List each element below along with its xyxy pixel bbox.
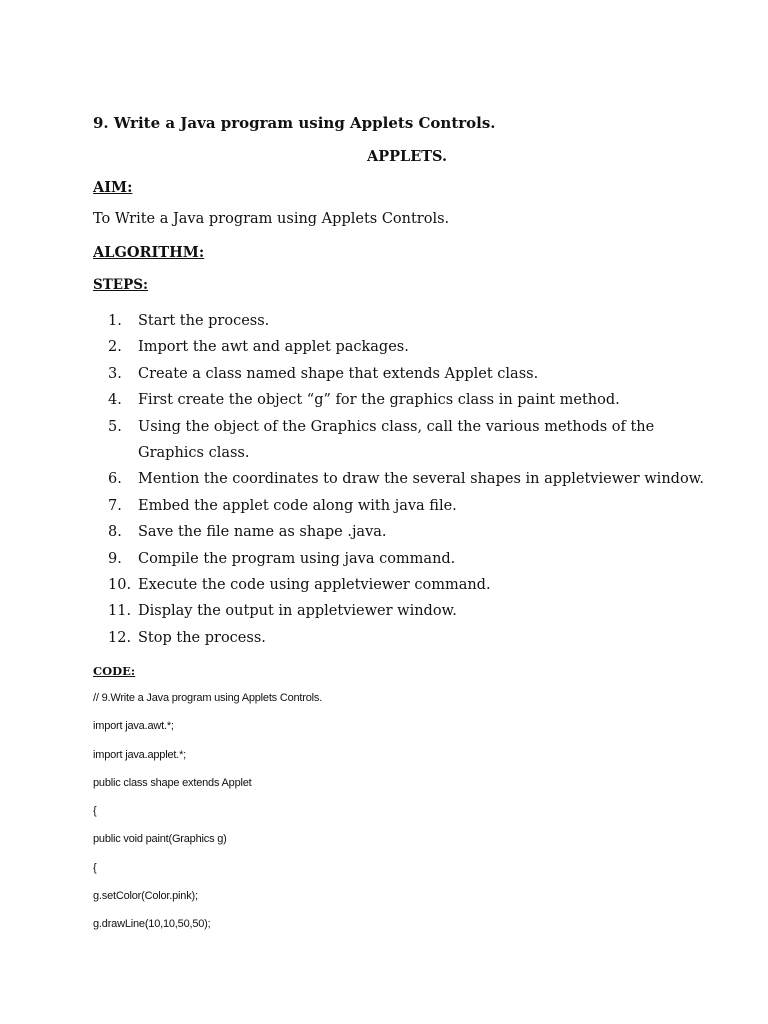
step-text: First create the object “g” for the graphics class in paint method. <box>138 392 620 409</box>
code-line: public void paint(Graphics g) <box>93 833 227 846</box>
step-item <box>108 572 704 598</box>
step-number: 10. <box>108 577 132 594</box>
step-item <box>108 546 704 572</box>
step-number: 11. <box>108 603 132 620</box>
step-text: Display the output in appletviewer window. <box>138 603 457 620</box>
step-item <box>108 361 704 387</box>
algorithm-heading: ALGORITHM: <box>93 244 205 261</box>
step-number: 12. <box>108 629 132 646</box>
step-text: Execute the code using appletviewer command. <box>138 577 491 594</box>
step-text: Embed the applet code along with java file. <box>138 497 457 514</box>
step-text: Mention the coordinates to draw the several shapes in appletviewer window. <box>138 471 704 488</box>
steps-heading: STEPS: <box>93 277 148 293</box>
code-line: g.drawLine(10,10,50,50); <box>93 918 211 931</box>
step-number: 9. <box>108 550 122 567</box>
code-line: { <box>93 861 97 874</box>
code-line: import java.applet.*; <box>93 748 187 761</box>
step-number: 8. <box>108 524 122 541</box>
step-item <box>108 493 704 519</box>
code-block <box>93 690 322 945</box>
step-text: Start the process. <box>138 313 270 329</box>
step-number: 3. <box>108 365 122 382</box>
step-item <box>108 625 704 651</box>
code-line: public class shape extends Applet <box>93 776 252 789</box>
step-number: 7. <box>108 497 122 514</box>
step-number: 5. <box>108 418 122 435</box>
step-number: 1. <box>108 313 122 329</box>
step-number: 2. <box>108 339 122 356</box>
step-text: Import the awt and applet packages. <box>138 339 409 356</box>
step-item <box>108 334 704 360</box>
steps-list <box>108 308 704 651</box>
program-title: 9. Write a Java program using Applets Controls. <box>93 114 496 132</box>
step-text: Using the object of the Graphics class, call the various methods of the <box>138 418 655 435</box>
step-item <box>108 466 704 492</box>
code-heading: CODE: <box>93 664 136 678</box>
code-line: g.setColor(Color.pink); <box>93 890 198 903</box>
code-line: { <box>93 805 97 818</box>
code-line: import java.awt.*; <box>93 720 174 733</box>
step-item <box>108 308 704 334</box>
aim-text: To Write a Java program using Applets Controls. <box>93 211 450 227</box>
step-number: 6. <box>108 471 122 488</box>
step-item <box>108 598 704 624</box>
step-text: Stop the process. <box>138 629 266 646</box>
step-text: Compile the program using java command. <box>138 550 456 567</box>
code-line: // 9.Write a Java program using Applets Controls. <box>93 692 323 704</box>
aim-heading: AIM: <box>93 179 133 196</box>
step-item <box>108 519 704 545</box>
step-item <box>108 387 704 413</box>
step-text: Save the file name as shape .java. <box>138 524 387 541</box>
step-text: Create a class named shape that extends Applet class. <box>138 365 539 382</box>
applets-heading: APPLETS. <box>366 148 448 165</box>
step-number: 4. <box>108 392 122 409</box>
step-text-continuation: Graphics class. <box>138 445 250 462</box>
step-item <box>108 414 704 467</box>
